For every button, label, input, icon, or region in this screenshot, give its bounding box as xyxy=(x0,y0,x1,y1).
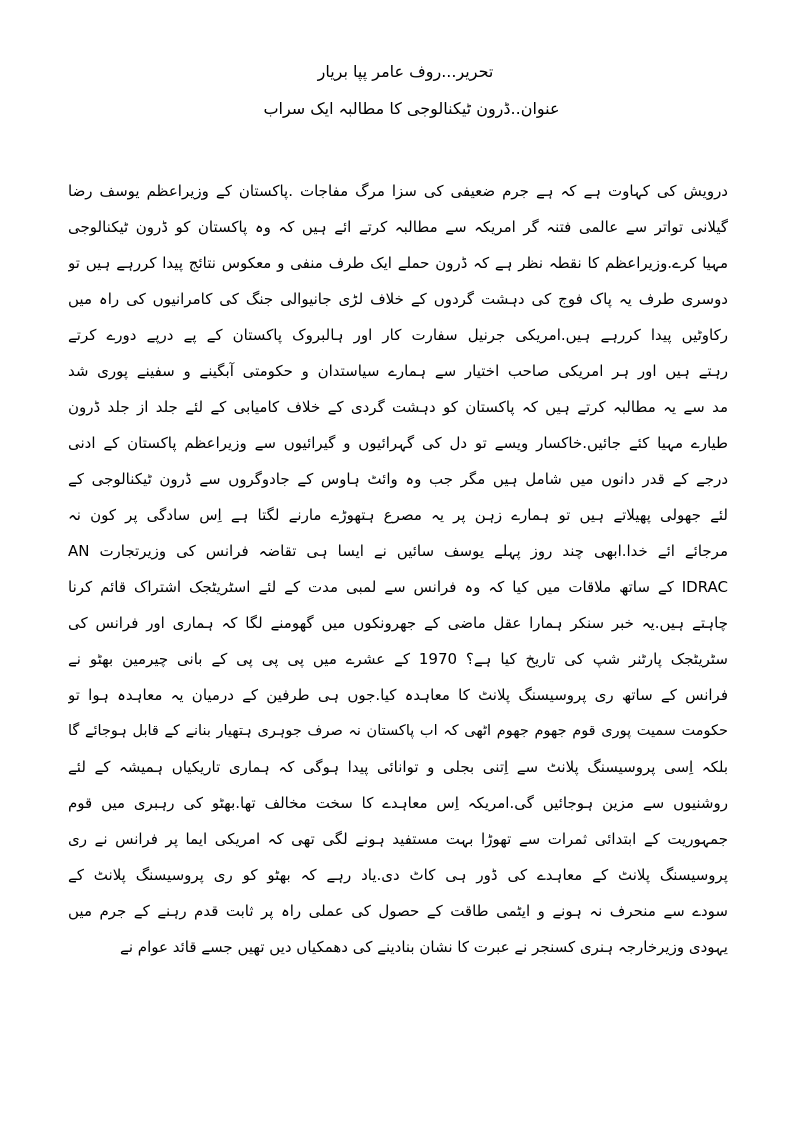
author-line: تحریر...روف عامر پپا بریار xyxy=(317,62,494,81)
body-line: IDRAC کے ساتھ ملاقات میں کیا کہ وہ فرانس سے لمبی مدت کے لئے اسٹریٹجک اشتراک قائم کرنا xyxy=(68,578,728,596)
body-line: فرانس کے ساتھ ری پروسیسنگ پلانٹ کا معاہدہ کیا.جوں ہی طرفین کے درمیان یہ معاہدہ ہوا تو xyxy=(68,686,728,704)
body-line: مد سے یہ مطالبہ کرتے ہیں کہ پاکستان کو دہشت گردی کے خلاف کامیابی کے لئے جلد از جلد ڈرون xyxy=(68,398,728,416)
body-line: لئے جھولی پھیلاتے ہیں تو ہمارے زہن پر یہ مصرع ہتھوڑے مارنے لگتا ہے اِس سادگی پر کون نہ xyxy=(68,506,728,524)
body-line: پروسیسنگ پلانٹ کے معاہدے کی ڈور ہی کاٹ دی.یاد رہے کہ بھٹو کو ری پروسیسنگ پلانٹ کے xyxy=(68,866,728,884)
body-line: سٹریٹجک پارٹنر شپ کی تاریخ کیا ہے؟ 1970 کے عشرے میں پی پی پی کے بانی چیرمین بھٹو نے xyxy=(68,650,728,668)
body-line: روشنیوں سے مزین ہوجائیں گی.امریکہ اِس معاہدے کا سخت مخالف تھا.بھٹو کی رہبری میں قوم xyxy=(68,794,728,812)
body-line: مرجائے ائے خدا.ابھی چند روز پہلے یوسف سائیں نے ایسا ہی تقاضہ فرانس کی وزیرتجارت AN xyxy=(68,542,728,560)
body-line: چاہتے ہیں.یہ خبر سنکر ہمارا عقل ماضی کے جھرونکوں میں گھومنے لگا کہ ہماری اور فرانس کی xyxy=(68,614,728,632)
body-line: حکومت سمیت پوری قوم جھوم جھوم اٹھی کہ اب پاکستان نہ صرف جوہری ہتھیار بنانے کے قابل ہوجائے گا xyxy=(68,723,728,739)
body-line: رکاوٹیں پیدا کررہے ہیں.امریکی جرنیل سفارت کار اور ہالبروک پاکستان کے پے درپے دورے کرتے xyxy=(68,326,728,344)
body-line: یہودی وزیرخارجہ ہنری کسنجر نے عبرت کا نشان بنادینے کی دھمکیاں دیں تھیں جسے قائد عوام نے xyxy=(120,938,728,956)
body-line: مہیا کرے.وزیراعظم کا نقطہ نظر ہے کہ ڈرون حملے ایک طرف منفی و معکوس نتائج پیدا کررہے ہیں تو xyxy=(68,254,728,272)
body-line: رہتے ہیں اور ہر امریکی صاحب اختیار سے ہمارے سیاستدان و حکومتی آبگینے و سفینے پوری شد xyxy=(68,362,728,380)
body-line: طیارے مہیا کئے جائیں.خاکسار ویسے تو دل کی گہرائیوں و گیرائیوں سے وزیراعظم پاکستان کے ادنی xyxy=(68,434,728,452)
title-line: عنوان..ڈرون ٹیکنالوجی کا مطالبہ ایک سراب xyxy=(263,99,560,118)
body-line: درویش کی کہاوت ہے کہ ہے جرم ضعیفی کی سزا مرگ مفاجات .پاکستان کے وزیراعظم یوسف رضا xyxy=(68,182,728,200)
body-line: بلکہ اِسی پروسیسنگ پلانٹ سے اِتنی بجلی و توانائی پیدا ہوگی کہ ہماری تاریکیاں ہمیشہ کے لئے xyxy=(68,758,728,776)
body-line: سودے سے منحرف نہ ہونے و ایٹمی طاقت کے حصول کی عملی راہ پر ثابت قدم رہنے کے جرم میں xyxy=(68,902,728,920)
body-line: دوسری طرف یہ پاک فوج کی دہشت گردوں کے خلاف لڑی جانیوالی جنگ کی کامرانیوں کی راہ میں xyxy=(68,290,728,308)
body-line: جمہوریت کے ابتدائی ثمرات سے تھوڑا بہت مستفید ہونے لگی تھی کہ امریکی ایما پر فرانس نے ری xyxy=(68,830,728,848)
body-line: گیلانی تواتر سے عالمی فتنہ گر امریکہ سے مطالبہ کرتے ائے ہیں کہ وہ پاکستان کو ڈرون ٹیکنالوجی xyxy=(68,218,728,236)
body-line: درجے کے قدر دانوں میں شامل ہیں مگر جب وہ وائٹ ہاوس کے جادوگروں سے ڈرون ٹیکنالوجی کے xyxy=(68,470,728,488)
